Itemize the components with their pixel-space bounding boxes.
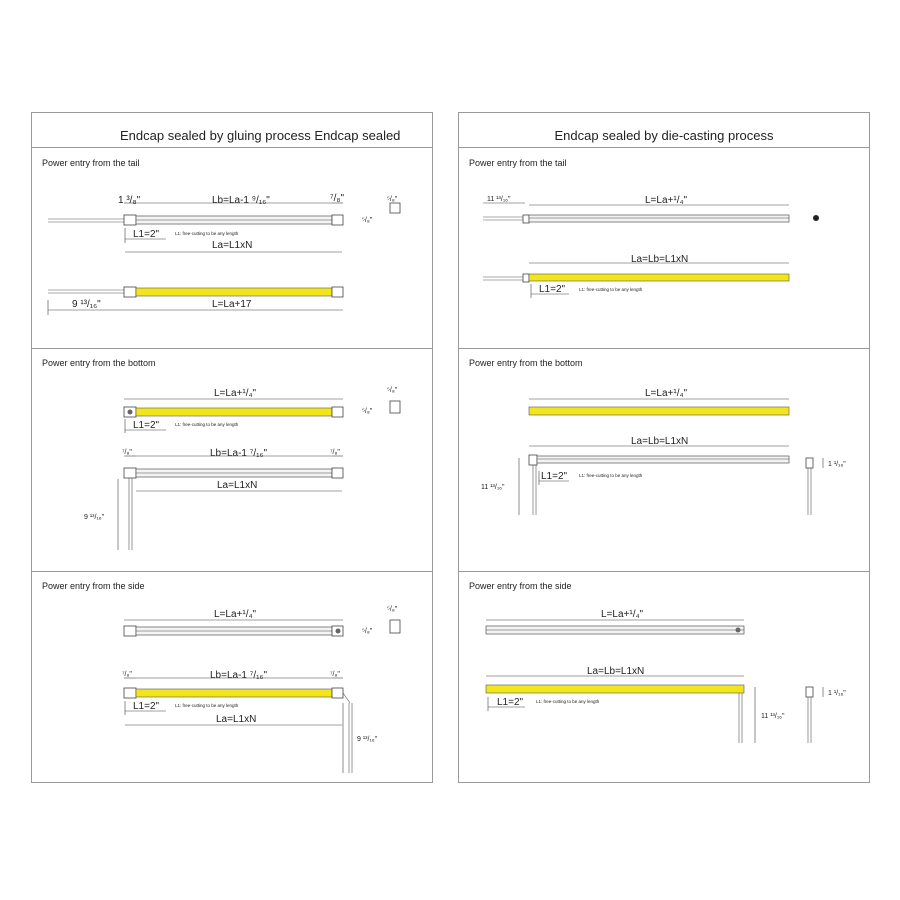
dim-bottom-wire: 11 ¹³/₁₆": [481, 484, 505, 491]
note-l1-free-cut: L1: free-cutting to be any length: [175, 703, 239, 708]
dim-side-l: L=La+¹/₄": [214, 609, 257, 620]
dim-side-left-cap: ⁷/₈": [122, 671, 132, 678]
dim-bottom-l: L=La+¹/₄": [645, 388, 688, 399]
dim-side-la: La=L1xN: [216, 714, 257, 725]
side-strip-unlit: [486, 626, 744, 634]
dim-side-cap-height: ⁵/₈": [362, 628, 373, 635]
section-label-tail: Power entry from the tail: [42, 158, 140, 168]
dim-tail-wire: 9 ¹³/₁₆": [72, 299, 101, 310]
note-l1-free-cut: L1: free-cutting to be any length: [175, 231, 239, 236]
connector-detail: [806, 687, 813, 743]
dim-bottom-la: La=L1xN: [217, 480, 258, 491]
bottom-strip-lit: [124, 407, 343, 417]
tail-strip-unlit: [483, 215, 789, 223]
cross-section-dot: [813, 215, 819, 221]
dim-side-l1: L1=2": [497, 697, 524, 708]
dim-bottom-l1: L1=2": [133, 420, 160, 431]
die-casting-drawings: [459, 113, 871, 784]
section-label-bottom: Power entry from the bottom: [469, 358, 583, 368]
gluing-drawings: [32, 113, 434, 784]
dim-bottom-la: La=Lb=L1xN: [631, 436, 689, 447]
dim-tail-l: L=La+17: [212, 299, 252, 310]
side-strip-lit: [486, 685, 744, 743]
dim-side-cap-width: ⁵/₈": [387, 606, 398, 613]
dim-side-connector: 1 ¹/₁₆": [828, 690, 846, 697]
dim-tail-la: La=Lb=L1xN: [631, 254, 689, 265]
dim-side-right-cap: ⁷/₈": [330, 671, 340, 678]
die-casting-panel-title: Endcap sealed by die-casting process: [554, 128, 774, 143]
dim-tail-wire: 11 ¹³/₁₆": [487, 196, 511, 203]
dim-side-wire: 11 ¹³/₁₆": [761, 713, 785, 720]
dim-tail-l1: L1=2": [539, 284, 566, 295]
section-label-tail: Power entry from the tail: [469, 158, 567, 168]
dim-tail-cap-height: ⁵/₈": [362, 217, 373, 224]
section-label-bottom: Power entry from the bottom: [42, 358, 156, 368]
dim-bottom-cap-width: ⁵/₈": [387, 387, 398, 394]
endcap-side-view: [390, 620, 400, 633]
dim-tail-l: L=La+¹/₄": [645, 195, 688, 206]
endcap-side-view: [390, 401, 400, 413]
dim-tail-right-cap: ⁷/₈": [330, 193, 345, 204]
section-label-side: Power entry from the side: [42, 581, 145, 591]
tail-strip-lit: [48, 287, 343, 297]
section-label-side: Power entry from the side: [469, 581, 572, 591]
bottom-strip-lit: [529, 407, 789, 415]
dim-side-lb: Lb=La-1 ⁷/₁₆": [210, 670, 268, 681]
dim-bottom-l: L=La+¹/₄": [214, 388, 257, 399]
dim-side-l1: L1=2": [133, 701, 160, 712]
gluing-panel-title: Endcap sealed by gluing process Endcap sealed: [120, 128, 401, 143]
tail-strip-lit: [483, 274, 789, 282]
note-l1-free-cut: L1: free-cutting to be any length: [536, 699, 600, 704]
dim-tail-cap-width: ⁵/₈": [387, 196, 398, 203]
dim-bottom-cap-height: ⁵/₈": [362, 408, 373, 415]
dim-bottom-lb: Lb=La-1 ⁷/₁₆": [210, 448, 268, 459]
dim-side-wire: 9 ¹³/₁₆": [357, 736, 378, 743]
note-l1-free-cut: L1: free-cutting to be any length: [579, 287, 643, 292]
dim-tail-lb: Lb=La-1 ⁹/₁₆": [212, 195, 270, 206]
dim-tail-l1: L1=2": [133, 229, 160, 240]
tail-strip-unlit: [48, 215, 343, 225]
dim-bottom-wire: 9 ¹³/₁₆": [84, 514, 105, 521]
bottom-strip-unlit: [529, 455, 789, 515]
dim-bottom-connector: 1 ¹/₁₆": [828, 461, 846, 468]
connector-detail: [806, 458, 813, 515]
side-strip-unlit: [124, 626, 343, 636]
dim-side-la: La=Lb=L1xN: [587, 666, 645, 677]
dim-side-l: L=La+¹/₄": [601, 609, 644, 620]
dim-bottom-l1: L1=2": [541, 471, 568, 482]
dim-bottom-left-cap: ⁷/₈": [122, 449, 132, 456]
note-l1-free-cut: L1: free-cutting to be any length: [175, 422, 239, 427]
die-casting-process-panel: [458, 112, 870, 783]
dim-tail-left-cap: 1 ³/₈": [118, 195, 141, 206]
dim-tail-la: La=L1xN: [212, 240, 253, 251]
dim-bottom-right-cap: ⁷/₈": [330, 449, 340, 456]
note-l1-free-cut: L1: free-cutting to be any length: [579, 473, 643, 478]
endcap-side-view: [390, 203, 400, 213]
gluing-process-panel: [31, 112, 433, 783]
